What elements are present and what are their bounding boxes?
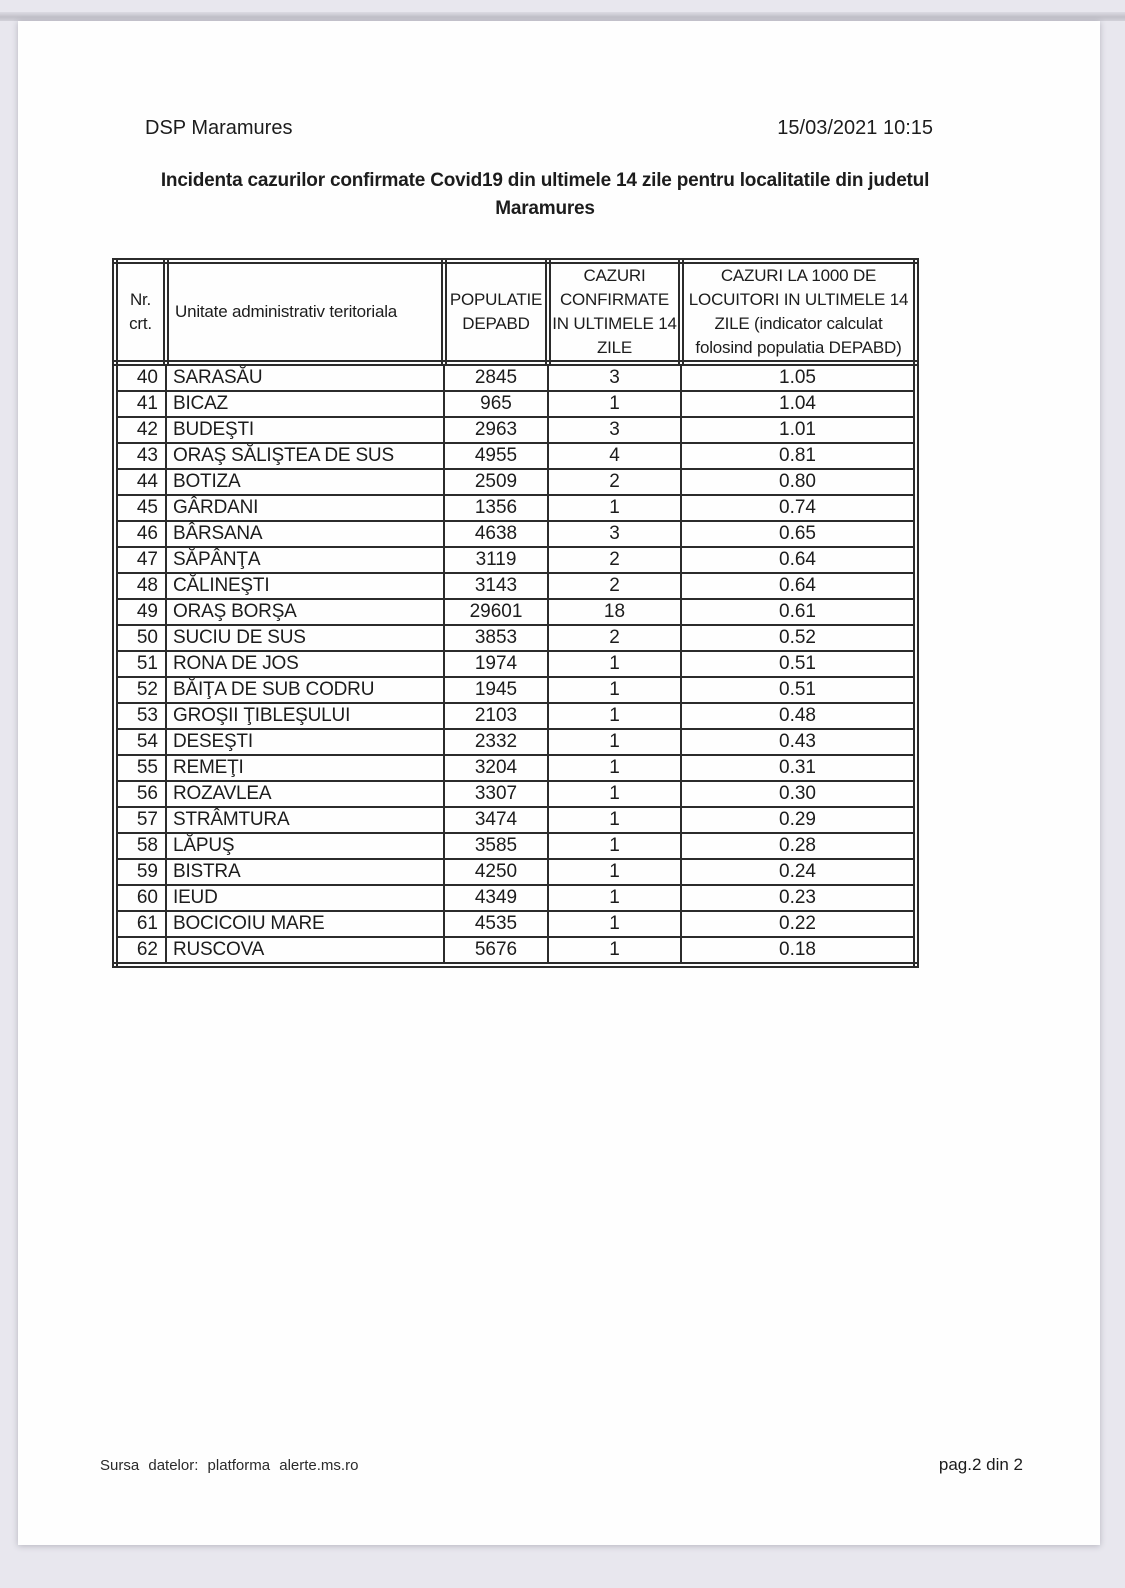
cell-nr: 51: [115, 651, 166, 677]
cell-incidenta: 0.31: [681, 755, 916, 781]
cell-populatie: 1974: [444, 651, 548, 677]
cell-nr: 50: [115, 625, 166, 651]
cell-cazuri: 1: [548, 781, 681, 807]
cell-nr: 55: [115, 755, 166, 781]
cell-unitate: SUCIU DE SUS: [166, 625, 444, 651]
table-body: [115, 363, 916, 965]
cell-populatie: 3204: [444, 755, 548, 781]
table-row: [115, 651, 916, 677]
cell-incidenta: 0.22: [681, 911, 916, 937]
table-row: [115, 495, 916, 521]
cell-populatie: 3853: [444, 625, 548, 651]
cell-nr: 40: [115, 363, 166, 391]
cell-cazuri: 1: [548, 677, 681, 703]
cell-incidenta: 0.80: [681, 469, 916, 495]
cell-unitate: SĂPÂNŢA: [166, 547, 444, 573]
col-header-cazuri: CAZURI CONFIRMATE IN ULTIMELE 14 ZILE: [548, 261, 681, 363]
cell-nr: 46: [115, 521, 166, 547]
cell-incidenta: 1.05: [681, 363, 916, 391]
cell-incidenta: 0.65: [681, 521, 916, 547]
cell-cazuri: 1: [548, 807, 681, 833]
cell-cazuri: 3: [548, 363, 681, 391]
cell-populatie: 1945: [444, 677, 548, 703]
cell-cazuri: 1: [548, 911, 681, 937]
cell-incidenta: 0.81: [681, 443, 916, 469]
cell-cazuri: 1: [548, 885, 681, 911]
cell-incidenta: 1.01: [681, 417, 916, 443]
cell-unitate: BICAZ: [166, 391, 444, 417]
cell-populatie: 965: [444, 391, 548, 417]
cell-nr: 42: [115, 417, 166, 443]
cell-cazuri: 1: [548, 703, 681, 729]
table-row: [115, 703, 916, 729]
table-row: [115, 911, 916, 937]
cell-incidenta: 0.30: [681, 781, 916, 807]
cell-nr: 57: [115, 807, 166, 833]
cell-cazuri: 1: [548, 391, 681, 417]
footer-page-number: pag.2 din 2: [938, 1455, 1023, 1474]
cell-cazuri: 4: [548, 443, 681, 469]
cell-unitate: GROŞII ŢIBLEŞULUI: [166, 703, 444, 729]
cell-incidenta: 0.24: [681, 859, 916, 885]
cell-unitate: BUDEŞTI: [166, 417, 444, 443]
cell-incidenta: 0.43: [681, 729, 916, 755]
cell-cazuri: 1: [548, 495, 681, 521]
table-header-row: [115, 261, 916, 363]
document-title-line1: Incidenta cazurilor confirmate Covid19 din ultimele 14 zile pentru localitatile din judetul: [160, 170, 930, 191]
cell-populatie: 4638: [444, 521, 548, 547]
cell-unitate: BĂIŢA DE SUB CODRU: [166, 677, 444, 703]
col-header-populatie: POPULATIE DEPABD: [444, 261, 548, 363]
cell-populatie: 4349: [444, 885, 548, 911]
table-row: [115, 363, 916, 391]
cell-incidenta: 0.52: [681, 625, 916, 651]
cell-unitate: BÂRSANA: [166, 521, 444, 547]
cell-nr: 49: [115, 599, 166, 625]
cell-unitate: REMEŢI: [166, 755, 444, 781]
table-row: [115, 807, 916, 833]
table-row: [115, 937, 916, 965]
table-row: [115, 521, 916, 547]
cell-nr: 62: [115, 937, 166, 965]
cell-unitate: BOCICOIU MARE: [166, 911, 444, 937]
cell-nr: 61: [115, 911, 166, 937]
cell-incidenta: 1.04: [681, 391, 916, 417]
cell-populatie: 5676: [444, 937, 548, 965]
document-title-line2: Maramures: [495, 198, 595, 219]
cell-incidenta: 0.28: [681, 833, 916, 859]
cell-cazuri: 2: [548, 573, 681, 599]
cell-cazuri: 1: [548, 859, 681, 885]
cell-incidenta: 0.61: [681, 599, 916, 625]
cell-populatie: 2332: [444, 729, 548, 755]
table-row: [115, 573, 916, 599]
footer-source: Sursa datelor: platforma alerte.ms.ro: [100, 1457, 359, 1474]
col-header-unitate: Unitate administrativ teritoriala: [166, 261, 444, 363]
cell-cazuri: 2: [548, 469, 681, 495]
table-row: [115, 729, 916, 755]
cell-nr: 56: [115, 781, 166, 807]
cell-cazuri: 3: [548, 521, 681, 547]
cell-populatie: 3143: [444, 573, 548, 599]
cell-unitate: ORAŞ BORŞA: [166, 599, 444, 625]
cell-cazuri: 3: [548, 417, 681, 443]
col-header-nr-crt: Nr. crt.: [115, 261, 166, 363]
cell-nr: 59: [115, 859, 166, 885]
cell-populatie: 3307: [444, 781, 548, 807]
cell-incidenta: 0.64: [681, 547, 916, 573]
cell-cazuri: 2: [548, 547, 681, 573]
cell-populatie: 29601: [444, 599, 548, 625]
cell-unitate: BISTRA: [166, 859, 444, 885]
cell-nr: 58: [115, 833, 166, 859]
cell-unitate: IEUD: [166, 885, 444, 911]
cell-populatie: 3585: [444, 833, 548, 859]
table-row: [115, 625, 916, 651]
table-row: [115, 417, 916, 443]
table-header: [115, 261, 916, 363]
table-row: [115, 443, 916, 469]
cell-unitate: STRÂMTURA: [166, 807, 444, 833]
cell-populatie: 3474: [444, 807, 548, 833]
cell-unitate: ROZAVLEA: [166, 781, 444, 807]
table-row: [115, 885, 916, 911]
table-row: [115, 833, 916, 859]
document-title: [113, 167, 977, 223]
cell-nr: 54: [115, 729, 166, 755]
cell-cazuri: 1: [548, 651, 681, 677]
cell-unitate: DESEŞTI: [166, 729, 444, 755]
cell-unitate: LĂPUŞ: [166, 833, 444, 859]
incidence-table-wrapper: [112, 258, 919, 968]
cell-incidenta: 0.51: [681, 677, 916, 703]
table-row: [115, 391, 916, 417]
print-header-org: DSP Maramures: [145, 117, 293, 139]
cell-incidenta: 0.48: [681, 703, 916, 729]
table-row: [115, 677, 916, 703]
cell-nr: 47: [115, 547, 166, 573]
cell-cazuri: 1: [548, 755, 681, 781]
document-page: [18, 21, 1100, 1545]
cell-nr: 60: [115, 885, 166, 911]
cell-unitate: GÂRDANI: [166, 495, 444, 521]
table-row: [115, 781, 916, 807]
cell-nr: 41: [115, 391, 166, 417]
cell-populatie: 4535: [444, 911, 548, 937]
cell-populatie: 4250: [444, 859, 548, 885]
cell-unitate: RUSCOVA: [166, 937, 444, 965]
incidence-table: [112, 258, 919, 968]
cell-nr: 52: [115, 677, 166, 703]
cell-nr: 45: [115, 495, 166, 521]
cell-unitate: SARASĂU: [166, 363, 444, 391]
table-row: [115, 599, 916, 625]
cell-incidenta: 0.29: [681, 807, 916, 833]
cell-populatie: 2963: [444, 417, 548, 443]
cell-nr: 53: [115, 703, 166, 729]
cell-cazuri: 1: [548, 729, 681, 755]
cell-unitate: ORAŞ SĂLIŞTEA DE SUS: [166, 443, 444, 469]
cell-populatie: 1356: [444, 495, 548, 521]
cell-unitate: CĂLINEŞTI: [166, 573, 444, 599]
cell-cazuri: 1: [548, 937, 681, 965]
cell-incidenta: 0.51: [681, 651, 916, 677]
cell-populatie: 3119: [444, 547, 548, 573]
col-header-incidenta: CAZURI LA 1000 DE LOCUITORI IN ULTIMELE 14 ZILE (indicator calculat folosind populatia DEPABD): [681, 261, 916, 363]
cell-populatie: 4955: [444, 443, 548, 469]
cell-nr: 48: [115, 573, 166, 599]
cell-cazuri: 18: [548, 599, 681, 625]
cell-unitate: BOTIZA: [166, 469, 444, 495]
viewer-top-edge: [0, 12, 1125, 21]
cell-populatie: 2509: [444, 469, 548, 495]
table-row: [115, 859, 916, 885]
cell-incidenta: 0.23: [681, 885, 916, 911]
table-row: [115, 755, 916, 781]
cell-populatie: 2103: [444, 703, 548, 729]
cell-incidenta: 0.64: [681, 573, 916, 599]
cell-nr: 44: [115, 469, 166, 495]
cell-populatie: 2845: [444, 363, 548, 391]
cell-nr: 43: [115, 443, 166, 469]
cell-incidenta: 0.18: [681, 937, 916, 965]
cell-cazuri: 2: [548, 625, 681, 651]
cell-unitate: RONA DE JOS: [166, 651, 444, 677]
table-row: [115, 469, 916, 495]
table-row: [115, 547, 916, 573]
print-header-datetime: 15/03/2021 10:15: [777, 117, 933, 139]
cell-cazuri: 1: [548, 833, 681, 859]
cell-incidenta: 0.74: [681, 495, 916, 521]
